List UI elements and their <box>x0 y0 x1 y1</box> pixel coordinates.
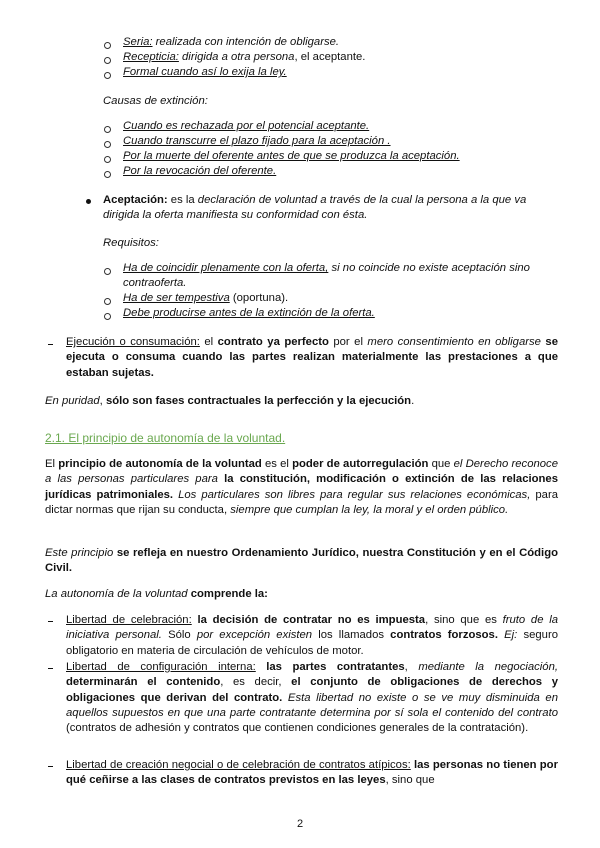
text-run: por excepción existen <box>196 629 313 642</box>
aceptacion-paragraph <box>103 193 558 224</box>
text-run: la decisión de contratar no es impuesta <box>191 614 426 626</box>
text-run: Esta libertad no existe o se ve muy disminuida en aquellos supuestos en que una parte contratante determina por sí sola el contenido del contrato <box>66 691 558 719</box>
text-run: , sino que <box>385 774 435 787</box>
text-run: la constitución, modificación o extinción de las relaciones jurídicas patrimoniales. <box>45 473 558 501</box>
text-run: el Derecho reconoce a las personas particulares para <box>45 458 558 486</box>
requisito-term: Ha de ser tempestiva <box>123 292 230 304</box>
aceptacion-text: es la <box>167 194 198 206</box>
text-run: poder de autorregulación <box>292 458 429 470</box>
dash-bullet-icon <box>48 344 53 345</box>
requisito-aceptacion: Debe producirse antes de la extinción de la oferta. <box>123 307 375 319</box>
dash-bullet-icon <box>48 766 53 767</box>
bullet-circle-icon <box>104 72 111 79</box>
text-run: las personas no tienen por qué ceñirse a las clases de contratos previstos en las leyes <box>66 759 558 787</box>
requisito-formal <box>123 65 563 80</box>
libertad-celebracion <box>66 613 558 659</box>
text-run: Ej: <box>497 629 518 642</box>
text-run: siempre que cumplan la ley, la moral y el orden público. <box>230 503 509 516</box>
section-heading: 2.1. El principio de autonomía de la voluntad. <box>45 431 286 445</box>
text-run: seguro obligatorio en materia de circulación de vehículos de motor. <box>66 629 558 657</box>
text-run: determinarán el contenido <box>66 676 221 689</box>
text-run: se refleja en nuestro Ordenamiento Jurídico, nuestra Constitución y en el Código Civil. <box>45 547 558 575</box>
text-run: el <box>199 336 218 348</box>
text-run: , sino que es <box>425 614 503 626</box>
requisito-aceptacion <box>123 261 558 292</box>
requisitos-label: Requisitos: <box>103 237 159 249</box>
libertad-creacion <box>66 758 558 789</box>
text-run: , <box>404 661 419 673</box>
text-run: los llamados <box>312 629 391 642</box>
paragraph-refleja <box>45 546 558 577</box>
text-run: Sólo <box>161 629 197 642</box>
text-run: por el <box>328 336 368 348</box>
requisito-term: Seria: <box>123 36 153 48</box>
text-run: que <box>428 458 454 470</box>
requisito-text: realizada con intención de obligarse. <box>152 36 340 48</box>
requisito-term: Ha de coincidir plenamente con la oferta, <box>123 262 329 274</box>
text-run: fruto de la iniciativa personal. <box>66 614 558 642</box>
text-run: La autonomía de la voluntad <box>45 588 188 600</box>
text-run: contrato ya perfecto <box>217 336 329 348</box>
causas-label: Causas de extinción: <box>103 95 208 107</box>
text-run: es el <box>261 458 293 470</box>
libertad-term: Libertad de configuración interna: <box>66 661 256 673</box>
bullet-circle-icon <box>104 141 111 148</box>
text-run: Este principio <box>45 547 114 559</box>
dash-bullet-icon <box>48 621 53 622</box>
text-run: el conjunto de obligaciones de derechos y obligaciones que derivan del contrato. <box>66 676 558 704</box>
text-run: mediante la negociación, <box>418 661 559 673</box>
causa-item: Cuando es rechazada por el potencial aceptante. <box>123 120 370 132</box>
text-run: (contratos de adhesión y contratos que contienen condiciones generales de la contratación). <box>66 722 529 735</box>
bullet-circle-icon <box>104 57 111 64</box>
text-run: se ejecuta o consuma cuando las partes realizan materialmente las prestaciones a que estaban sujetas. <box>66 336 558 379</box>
requisito-seria <box>123 35 563 50</box>
aceptacion-text: declaración de voluntad a través de la cual la persona a la que va dirigida la oferta manifiesta su conformidad con ésta. <box>103 194 527 222</box>
text-run: En puridad <box>45 395 100 407</box>
bullet-circle-icon <box>104 171 111 178</box>
libertad-term: Libertad de creación negocial o de celebración de contratos atípicos: <box>66 759 411 771</box>
puridad-paragraph <box>45 394 558 409</box>
paragraph-comprende <box>45 587 558 602</box>
requisito-term: Formal cuando así lo exija la ley. <box>123 66 287 78</box>
libertad-term: Libertad de celebración: <box>66 614 192 626</box>
text-run: , es decir, <box>220 676 292 689</box>
bullet-circle-icon <box>104 42 111 49</box>
text-run: comprende la: <box>187 588 268 600</box>
text-run: Los particulares son libres para regular sus relaciones económicas, <box>173 488 531 501</box>
paragraph-autonomia <box>45 457 558 518</box>
text-run: . <box>411 395 415 407</box>
bullet-circle-icon <box>104 156 111 163</box>
bullet-dot-icon <box>86 199 91 204</box>
text-run: sólo son fases contractuales la perfección y la ejecución <box>105 395 412 407</box>
bullet-circle-icon <box>104 126 111 133</box>
requisito-text: si no coincide no existe aceptación sino contraoferta. <box>123 262 530 290</box>
ejecucion-paragraph <box>66 335 558 381</box>
causa-item: Por la revocación del oferente. <box>123 165 277 177</box>
causa-item: Por la muerte del oferente antes de que se produzca la aceptación. <box>123 150 460 162</box>
text-run: El <box>45 458 59 470</box>
bullet-circle-icon <box>104 298 111 305</box>
dash-bullet-icon <box>48 668 53 669</box>
requisito-aceptacion <box>123 291 558 306</box>
ejecucion-term: Ejecución o consumación: <box>66 336 200 348</box>
aceptacion-term: Aceptación: <box>103 194 168 206</box>
text-run: las partes contratantes <box>255 661 405 673</box>
requisito-recepticia <box>123 50 563 65</box>
libertad-configuracion <box>66 660 558 736</box>
text-run: mero consentimiento en obligarse <box>367 336 541 348</box>
text-run: , <box>99 395 106 407</box>
bullet-circle-icon <box>104 268 111 275</box>
requisito-text: dirigida a otra persona <box>178 51 295 63</box>
text-run: contratos forzosos. <box>390 629 498 642</box>
requisito-text: (oportuna). <box>229 292 289 304</box>
bullet-circle-icon <box>104 313 111 320</box>
text-run: para dictar normas que rijan su conducta, <box>45 488 558 516</box>
requisito-term: Recepticia: <box>123 51 179 63</box>
requisito-text: , el aceptante. <box>294 51 366 63</box>
page-number: 2 <box>296 818 304 830</box>
text-run: principio de autonomía de la voluntad <box>58 458 262 470</box>
causa-item: Cuando transcurre el plazo fijado para la aceptación . <box>123 135 391 147</box>
